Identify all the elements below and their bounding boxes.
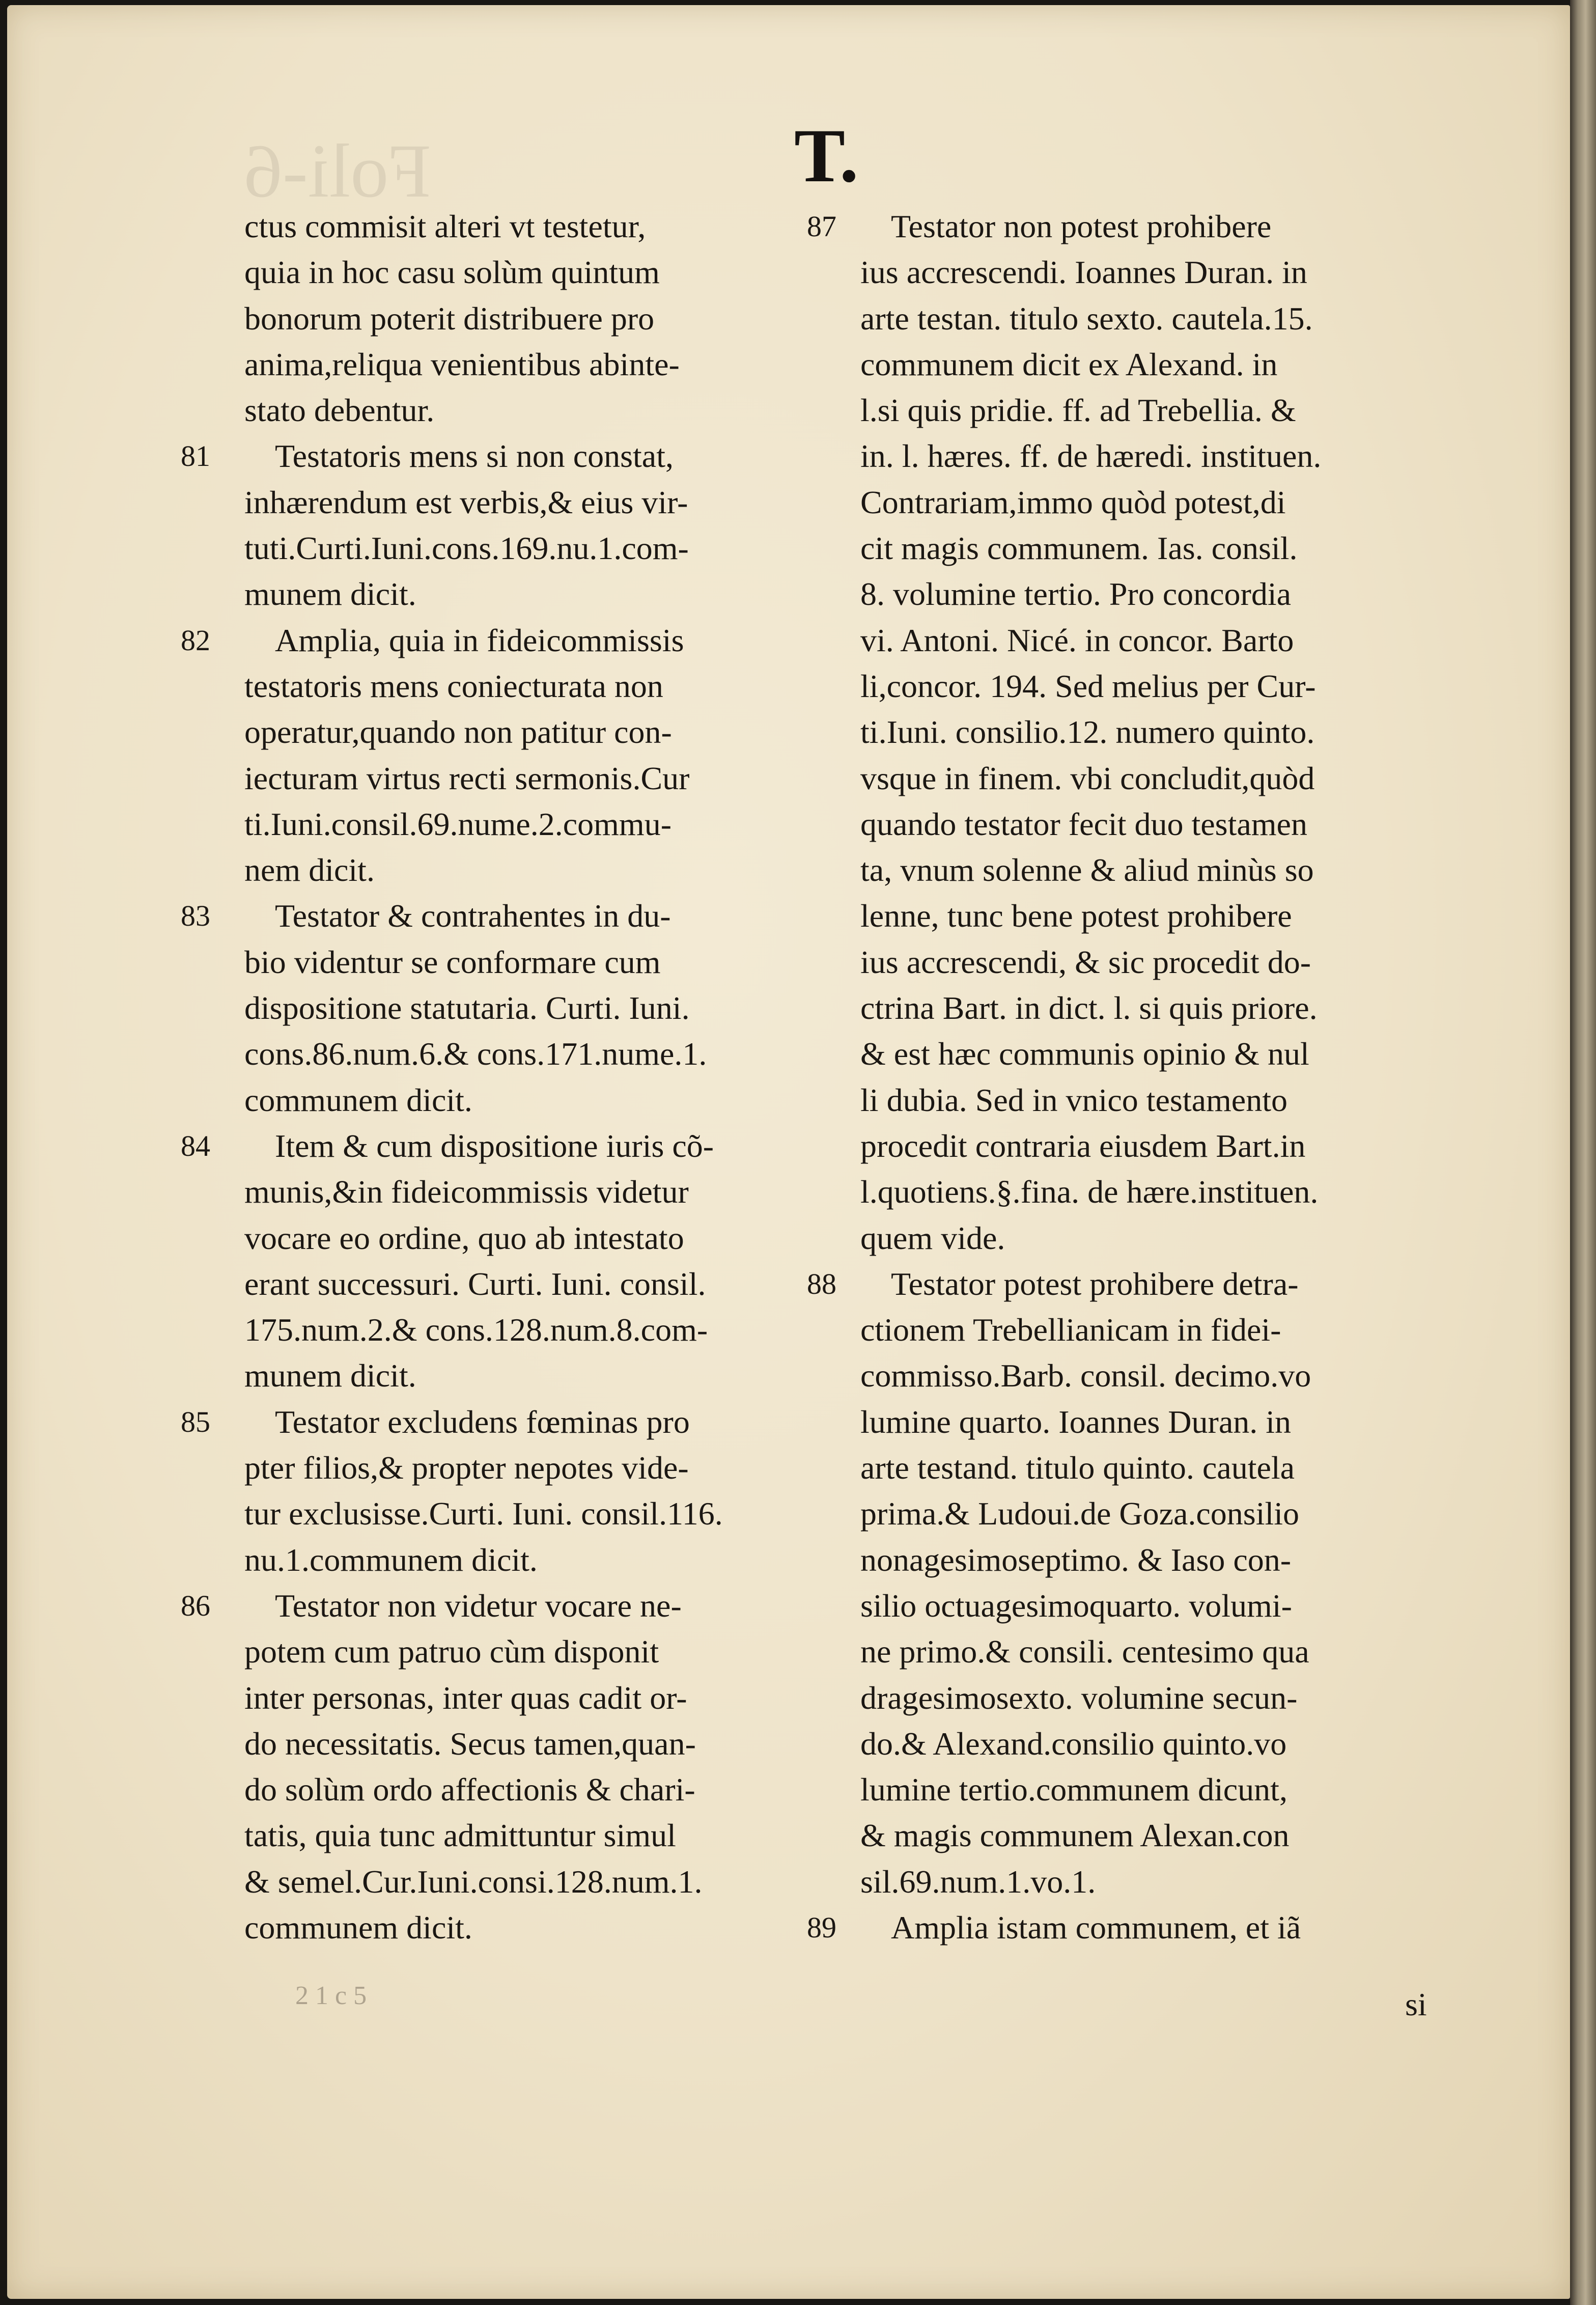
text-line: vi. Antoni. Nicé. in concor. Barto <box>860 622 1294 658</box>
entry-number: 81 <box>181 439 210 473</box>
text-line: ti.Iuni.consil.69.nume.2.commu- <box>244 806 671 842</box>
text-line: & est hæc communis opinio & nul <box>860 1036 1309 1072</box>
text-line: in. l. hæres. ff. de hæredi. instituen. <box>860 438 1322 475</box>
text-line: l.quotiens.§.fina. de hære.instituen. <box>860 1174 1319 1210</box>
text-line: & magis communem Alexan.con <box>860 1817 1290 1854</box>
text-line: quem vide. <box>860 1219 1005 1256</box>
text-line: ctionem Trebellianicam in fidei- <box>860 1312 1281 1348</box>
text-line: & semel.Cur.Iuni.consi.128.num.1. <box>244 1863 703 1900</box>
adjacent-page-edge <box>1570 0 1596 2305</box>
text-line: li,concor. 194. Sed melius per Cur- <box>860 668 1316 704</box>
text-line: ius accrescendi, & sic procedit do- <box>860 943 1311 980</box>
entry <box>807 204 1461 1261</box>
entry <box>181 618 845 894</box>
text-line: procedit contraria eiusdem Bart.in <box>860 1127 1306 1164</box>
text-line: anima,reliqua venientibus abinte- <box>244 346 680 382</box>
entry-number: 86 <box>181 1589 210 1622</box>
text-line: dispositione statutaria. Curti. Iuni. <box>244 990 690 1026</box>
entry <box>181 433 845 617</box>
text-line: prima.& Ludoui.de Goza.consilio <box>860 1495 1300 1532</box>
text-line: ctrina Bart. in dict. l. si quis priore. <box>860 990 1318 1026</box>
text-line: erant successuri. Curti. Iuni. consil. <box>244 1265 706 1302</box>
text-line: ne primo.& consili. centesimo qua <box>860 1633 1309 1670</box>
text-line: munem dicit. <box>244 1357 416 1394</box>
showthrough-text: Foli-6 <box>244 129 431 213</box>
entry <box>181 1583 845 1951</box>
text-line: communem dicit. <box>244 1081 472 1118</box>
text-line: vsque in finem. vbi concludit,quòd <box>860 760 1315 796</box>
text-line: arte testand. titulo quinto. cautela <box>860 1450 1295 1486</box>
text-line: communem dicit ex Alexand. in <box>860 346 1278 382</box>
text-line: Testator & contrahentes in du- <box>275 898 671 934</box>
text-line: vocare eo ordine, quo ab intestato <box>244 1219 684 1256</box>
text-line: testatoris mens coniecturata non <box>244 668 663 704</box>
text-line: lumine tertio.communem dicunt, <box>860 1771 1287 1808</box>
entry-number: 85 <box>181 1405 210 1438</box>
text-line: Testator non potest prohibere <box>891 208 1272 244</box>
text-line: ctus commisit alteri vt testetur, <box>244 208 646 244</box>
text-line: lenne, tunc bene potest prohibere <box>860 898 1292 934</box>
text-line: ta, vnum solenne & aliud minùs so <box>860 852 1314 888</box>
text-line: do necessitatis. Secus tamen,quan- <box>244 1725 696 1762</box>
text-line: iecturam virtus recti sermonis.Cur <box>244 760 690 796</box>
entry <box>181 893 845 1123</box>
entry-number: 88 <box>807 1267 836 1300</box>
text-line: quia in hoc casu solùm quintum <box>244 254 660 291</box>
text-line: munis,&in fideicommissis videtur <box>244 1174 689 1210</box>
text-line: li dubia. Sed in vnico testamento <box>860 1081 1287 1118</box>
text-line: sil.69.num.1.vo.1. <box>860 1863 1096 1900</box>
text-line: inhærendum est verbis,& eius vir- <box>244 484 688 520</box>
text-line: Testator excludens fœminas pro <box>275 1403 690 1440</box>
entry <box>181 1399 845 1583</box>
text-line: nem dicit. <box>244 852 375 888</box>
text-line: quando testator fecit duo testamen <box>860 806 1307 842</box>
text-line: communem dicit. <box>244 1909 472 1946</box>
text-line: Testator potest prohibere detra- <box>891 1265 1299 1302</box>
text-line: tuti.Curti.Iuni.cons.169.nu.1.com- <box>244 530 689 567</box>
entry <box>807 1905 1461 1951</box>
text-line: commisso.Barb. consil. decimo.vo <box>860 1357 1311 1394</box>
text-line: stato debentur. <box>244 392 435 429</box>
text-line: arte testan. titulo sexto. cautela.15. <box>860 300 1313 337</box>
text-line: 8. volumine tertio. Pro concordia <box>860 576 1292 613</box>
text-line: Testatoris mens si non constat, <box>275 438 674 475</box>
entry <box>807 1261 1461 1905</box>
text-line: lumine quarto. Ioannes Duran. in <box>860 1403 1291 1440</box>
entry-number: 84 <box>181 1129 210 1162</box>
entry <box>181 1123 845 1399</box>
text-line: tur exclusisse.Curti. Iuni. consil.116. <box>244 1495 723 1532</box>
text-line: Amplia istam communem, et iã <box>891 1909 1301 1946</box>
entry-number: 87 <box>807 210 836 243</box>
entry-number: 82 <box>181 623 210 657</box>
entry-number: 89 <box>807 1910 836 1944</box>
text-line: tatis, quia tunc admittuntur simul <box>244 1817 676 1854</box>
text-line: munem dicit. <box>244 576 416 613</box>
stamp-mark: 2 1 c 5 <box>295 1981 367 2010</box>
text-line: silio octuagesimoquarto. volumi- <box>860 1587 1292 1624</box>
text-line: operatur,quando non patitur con- <box>244 714 672 751</box>
text-line: pter filios,& propter nepotes vide- <box>244 1450 689 1486</box>
text-line: l.si quis pridie. ff. ad Trebellia. & <box>860 392 1296 429</box>
text-line: Contrariam,immo quòd potest,di <box>860 484 1286 520</box>
text-line: dragesimosexto. volumine secun- <box>860 1679 1298 1716</box>
left-column <box>181 204 845 1951</box>
text-line: do solùm ordo affectionis & chari- <box>244 1771 695 1808</box>
text-line: 175.num.2.& cons.128.num.8.com- <box>244 1312 708 1348</box>
text-line: ius accrescendi. Ioannes Duran. in <box>860 254 1307 291</box>
entry <box>244 204 845 433</box>
text-line: bio videntur se conformare cum <box>244 943 661 980</box>
text-line: Amplia, quia in fideicommissis <box>275 622 684 658</box>
text-line: ti.Iuni. consilio.12. numero quinto. <box>860 714 1315 751</box>
text-line: Item & cum dispositione iuris cõ- <box>275 1127 714 1164</box>
text-line: nonagesimoseptimo. & Iaso con- <box>860 1541 1292 1578</box>
catchword: si <box>1405 1986 1427 2022</box>
right-column <box>807 204 1461 1951</box>
text-line: do.& Alexand.consilio quinto.vo <box>860 1725 1287 1762</box>
text-line: nu.1.communem dicit. <box>244 1541 538 1578</box>
text-line: potem cum patruo cùm disponit <box>244 1633 659 1670</box>
text-line: bonorum poterit distribuere pro <box>244 300 655 337</box>
text-line: Testator non videtur vocare ne- <box>275 1587 682 1624</box>
running-head: T. <box>794 114 859 198</box>
entry-number: 83 <box>181 899 210 933</box>
text-line: inter personas, inter quas cadit or- <box>244 1679 687 1716</box>
text-line: cit magis communem. Ias. consil. <box>860 530 1298 567</box>
text-line: cons.86.num.6.& cons.171.nume.1. <box>244 1036 707 1072</box>
